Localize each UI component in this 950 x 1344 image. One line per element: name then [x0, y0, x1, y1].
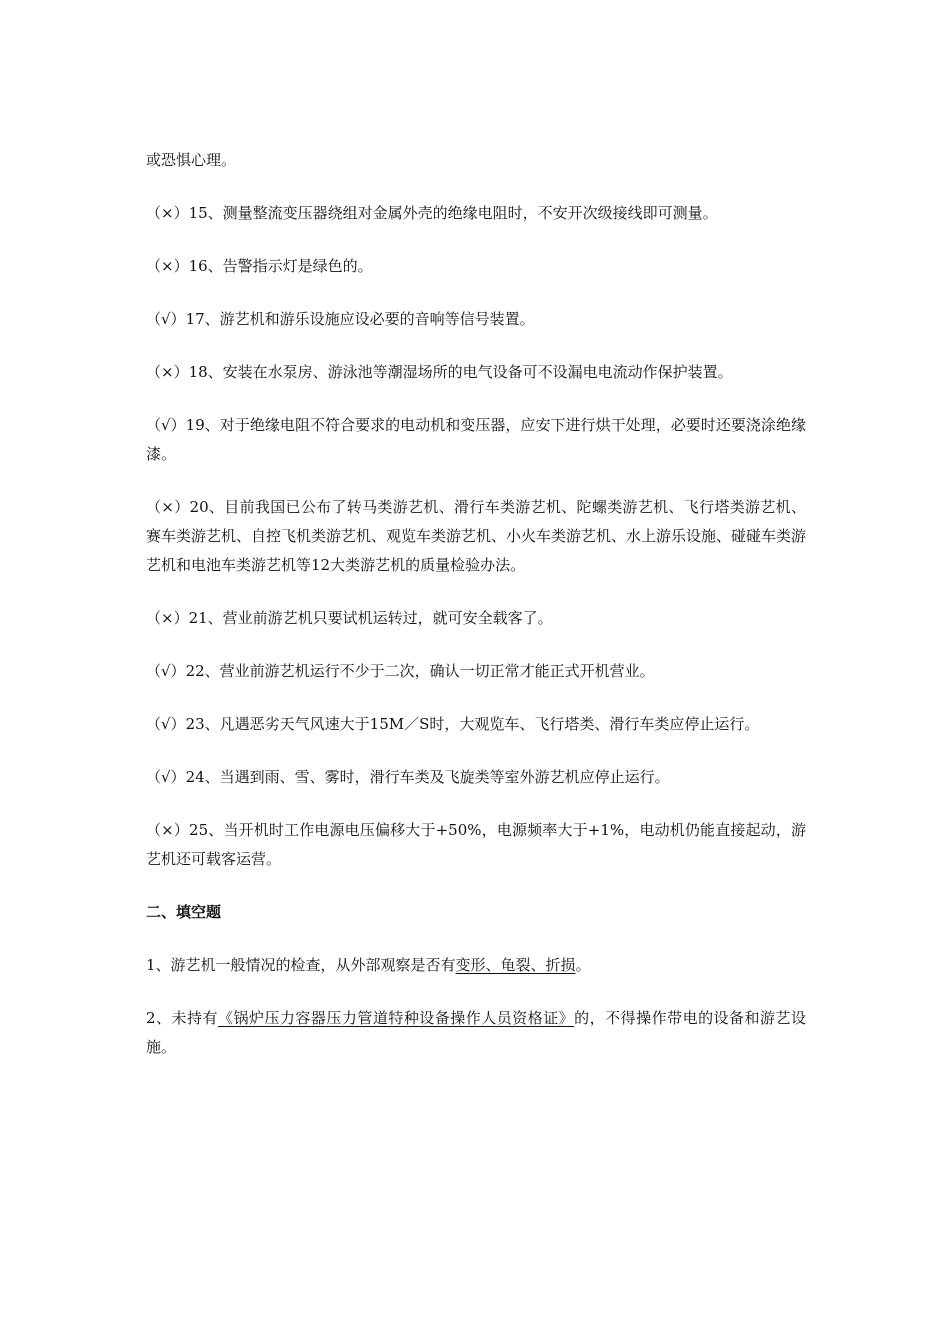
- true-false-item-21: [146, 604, 806, 633]
- item-text: 20、目前我国已公布了转马类游艺机、滑行车类游艺机、陀螺类游艺机、飞行塔类游艺机、赛车类游艺机、自控飞机类游艺机、观览车类游艺机、小火车类游艺机、水上游乐设施、碰碰车类游艺机和电池车类游艺机等12大类游艺机的质量检验办法。: [146, 498, 807, 574]
- answer-mark: （×）: [146, 498, 190, 516]
- true-false-item-15: [146, 199, 806, 228]
- item-text: 19、对于绝缘电阻不符合要求的电动机和变压器，应安下进行烘干处理，必要时还要浇涂绝缘漆。: [146, 416, 806, 463]
- item-text: 25、当开机时工作电源电压偏移大于+50%，电源频率大于+1%，电动机仍能直接起动，游艺机还可载客运营。: [146, 821, 806, 868]
- answer-mark: （√）: [146, 768, 186, 786]
- answer-mark: （×）: [146, 257, 189, 275]
- answer-mark: （√）: [146, 715, 186, 733]
- true-false-item-16: [146, 252, 806, 281]
- item-text: 18、安装在水泵房、游泳池等潮湿场所的电气设备可不设漏电电流动作保护装置。: [188, 363, 733, 381]
- item-text: 23、凡遇恶劣天气风速大于15M／S时，大观览车、飞行塔类、滑行车类应停止运行。: [185, 715, 760, 733]
- answer-mark: （×）: [146, 821, 190, 839]
- item-text: 22、营业前游艺机运行不少于二次，确认一切正常才能正式开机营业。: [185, 662, 655, 680]
- true-false-item-24: [146, 763, 806, 792]
- answer-mark: （√）: [146, 310, 186, 328]
- true-false-item-17: [146, 305, 806, 334]
- answer-mark: （√）: [146, 416, 186, 434]
- item-text: 17、游艺机和游乐设施应设必要的音响等信号装置。: [185, 310, 535, 328]
- question-text-end: 。: [575, 956, 591, 974]
- item-text: 24、当遇到雨、雪、雾时，滑行车类及飞旋类等室外游艺机应停止运行。: [185, 768, 670, 786]
- answer-mark: （×）: [146, 204, 189, 222]
- true-false-item-25: [146, 816, 806, 874]
- true-false-item-18: [146, 358, 806, 387]
- item-text: 16、告警指示灯是绿色的。: [188, 257, 373, 275]
- item-text: 21、营业前游艺机只要试机运转过，就可安全载客了。: [188, 609, 553, 627]
- item-text: 15、测量整流变压器绕组对金属外壳的绝缘电阻时，不安开次级接线即可测量。: [188, 204, 718, 222]
- answer-mark: （√）: [146, 662, 186, 680]
- document-body: [146, 146, 806, 1086]
- question-text-end: 的，不得操作带电的设备和游艺设施。: [146, 1009, 806, 1056]
- underlined-answer: 变形、龟裂、折损: [455, 956, 576, 974]
- fill-in-item-2: [146, 1004, 806, 1062]
- true-false-item-23: [146, 710, 806, 739]
- answer-mark: （×）: [146, 363, 189, 381]
- underlined-answer: 《锅炉压力容器压力管道特种设备操作人员资格证》: [217, 1009, 575, 1027]
- fill-in-item-1: [146, 951, 806, 980]
- question-text: 2、未持有: [146, 1009, 218, 1027]
- continuation-text: 或恐惧心理。: [146, 151, 237, 169]
- question-text: 1、游艺机一般情况的检查，从外部观察是否有: [146, 956, 456, 974]
- answer-mark: （×）: [146, 609, 189, 627]
- true-false-item-19: [146, 411, 806, 469]
- section-heading: 二、填空题: [146, 903, 222, 921]
- true-false-item-20: [146, 493, 806, 580]
- true-false-item-22: [146, 657, 806, 686]
